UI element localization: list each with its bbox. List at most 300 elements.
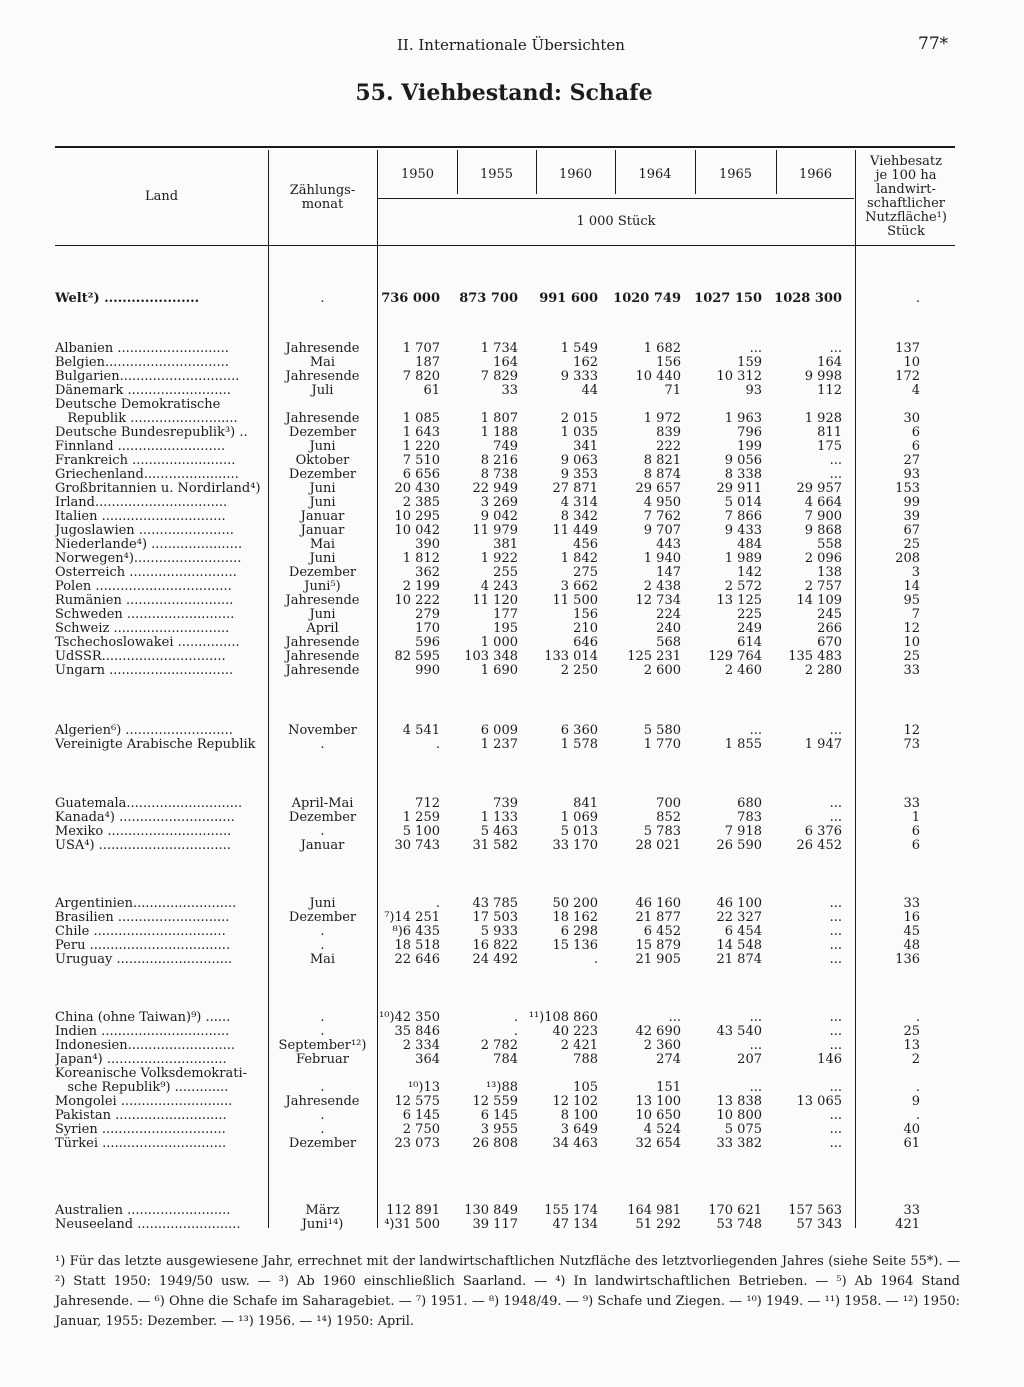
row-value-1955: 1 807 [480,411,518,426]
row-value-1950: 20 430 [394,481,440,496]
row-land: Australien ......................... [55,1204,231,1218]
row-land: Großbritannien u. Nordirland⁴) [55,482,261,496]
row-viehbesatz: 2 [911,1052,920,1067]
row-value-1964: 42 690 [635,1024,681,1039]
row-value-1966: ... [829,810,842,825]
row-value-1965: 796 [737,425,762,440]
row-value-1966: ... [829,910,842,925]
row-value-1955: 164 [493,355,518,370]
row-viehbesatz: 73 [903,737,920,752]
row-value-1964: 568 [656,635,681,650]
row-value-1964: 29 657 [635,481,681,496]
table-header-bottom-rule [55,245,955,246]
row-value-1955: 33 [501,383,518,398]
row-value-1964: 6 452 [643,924,681,939]
row-value-1966: 175 [817,439,842,454]
row-value-1950: 1 259 [402,810,440,825]
row-value-1960: 33 170 [552,838,598,853]
row-value-1955: . [513,1024,518,1039]
col-header-year: 1955 [479,167,514,182]
row-land: Peru .................................. [55,939,231,953]
row-value-1964: ... [668,1010,681,1025]
row-value-1965: ... [749,341,762,356]
row-land: Pakistan ........................... [55,1109,227,1123]
row-zaehlungsmonat: Dezember [288,565,357,580]
row-value-1964: 443 [656,537,681,552]
row-value-1964: 1 972 [643,411,681,426]
row-value-1966: ... [829,896,842,911]
row-zaehlungsmonat: . [320,824,325,839]
row-value-1960: 456 [573,537,598,552]
table-title-text: 55. Viehbestand: Schafe [355,80,653,106]
row-value-1960: 11 500 [552,593,598,608]
row-value-1965: 22 327 [716,910,762,925]
row-value-1955: 749 [493,439,518,454]
row-value-1955: 381 [493,537,518,552]
row-land: Syrien .............................. [55,1123,226,1137]
row-land: Neuseeland ......................... [55,1218,241,1232]
row-value-1950: 2 385 [402,495,440,510]
row-value-1964: 240 [656,621,681,636]
row-value-1964: 8 821 [643,453,681,468]
row-land: Österreich .......................... [55,566,237,580]
row-land: Kanada⁴) ............................ [55,811,235,825]
row-value-1950: 5 100 [402,824,440,839]
row-zaehlungsmonat: Dezember [288,467,357,482]
row-value-1955: 1 188 [480,425,518,440]
row-value-1950: . [435,896,440,911]
row-zaehlungsmonat: . [320,1122,325,1137]
row-zaehlungsmonat: Jahresende [285,649,360,664]
row-value-1955: 3 955 [480,1122,518,1137]
row-value-1964: 51 292 [635,1217,681,1232]
row-value-1965: 13 125 [716,593,762,608]
row-value-1965: 93 [745,383,762,398]
row-value-1950: 990 [415,663,440,678]
row-value-1950: 7 510 [402,453,440,468]
row-value-1964: 274 [656,1052,681,1067]
row-viehbesatz: 7 [911,607,920,622]
row-viehbesatz: . [915,1080,920,1095]
row-value-1966: 57 343 [796,1217,842,1232]
row-value-1966: 14 109 [796,593,842,608]
row-value-1955: 22 949 [472,481,518,496]
row-value-1965: 46 100 [716,896,762,911]
row-value-1960: 841 [573,796,598,811]
row-value-1955: 4 243 [480,579,518,594]
row-value-1955: 1 237 [480,737,518,752]
col-header-year: 1966 [798,167,833,182]
row-land: Mongolei ........................... [55,1095,233,1109]
row-value-1950: . [435,737,440,752]
row-zaehlungsmonat: Januar [300,523,345,538]
row-value-1965: 9 433 [724,523,762,538]
row-zaehlungsmonat: Januar [300,838,345,853]
row-value-1960: 3 662 [560,579,598,594]
row-value-1965: 484 [737,537,762,552]
row-value-1966: 6 376 [804,824,842,839]
row-zaehlungsmonat: Mai [309,952,336,967]
row-viehbesatz: 14 [903,579,920,594]
row-viehbesatz: 10 [903,355,920,370]
row-land: USA⁴) ................................ [55,839,231,853]
row-value-1950: 1 812 [402,551,440,566]
row-value-1955: 7 829 [480,369,518,384]
row-zaehlungsmonat: Dezember [288,1136,357,1151]
row-value-1966: 138 [817,565,842,580]
row-value-1964: 8 874 [643,467,681,482]
row-value-1950: 82 595 [394,649,440,664]
row-viehbesatz: 12 [903,723,920,738]
row-land: Schweiz ............................ [55,622,230,636]
row-value-1966: 164 [817,355,842,370]
row-viehbesatz: 27 [903,453,920,468]
col-header-year: 1950 [400,167,435,182]
row-value-1966: ... [829,723,842,738]
row-value-1960: 1 842 [560,551,598,566]
row-value-1965: 1027 150 [694,291,762,306]
row-value-1964: 1 682 [643,341,681,356]
row-value-1955: 39 117 [472,1217,518,1232]
row-zaehlungsmonat: Jahresende [285,411,360,426]
row-value-1960: 2 250 [560,663,598,678]
row-viehbesatz: 16 [903,910,920,925]
row-viehbesatz: 93 [903,467,920,482]
row-value-1955: 8 738 [480,467,518,482]
row-viehbesatz: 6 [911,425,920,440]
row-zaehlungsmonat: April [306,621,339,636]
row-value-1965: 5 014 [724,495,762,510]
row-viehbesatz: 45 [903,924,920,939]
row-land: Algerien⁶) .......................... [55,724,233,738]
row-land: UdSSR.............................. [55,650,226,664]
row-value-1950: 279 [415,607,440,622]
row-value-1955: 11 120 [472,593,518,608]
row-value-1960: 156 [573,607,598,622]
row-zaehlungsmonat: Juni¹⁴) [301,1217,344,1232]
row-viehbesatz: 3 [911,565,920,580]
row-value-1955: 784 [493,1052,518,1067]
row-value-1964: 2 438 [643,579,681,594]
unit-divider-rule [378,198,854,199]
row-value-1964: 10 650 [635,1108,681,1123]
row-land: Polen ................................. [55,580,232,594]
row-value-1964: 147 [656,565,681,580]
row-value-1966: 135 483 [788,649,842,664]
row-value-1950: 6 145 [402,1108,440,1123]
row-value-1966: 670 [817,635,842,650]
row-value-1964: 4 950 [643,495,681,510]
row-value-1950: 10 222 [394,593,440,608]
row-land: Welt²) ..................... [55,292,200,306]
row-value-1965: ... [749,1080,762,1095]
row-value-1966: 1 928 [804,411,842,426]
row-value-1955: 5 933 [480,924,518,939]
row-value-1960: 12 102 [552,1094,598,1109]
row-value-1960: 8 100 [560,1108,598,1123]
row-value-1960: 5 013 [560,824,598,839]
footnote-text: ¹) Für das letzte ausgewiesene Jahr, errechnet mit der landwirtschaftlichen Nutzfläche des letztvorliegenden Jahres (siehe Seite 55*). — ²) Statt 1950: 1949/50 usw. — ³) Ab 1960 einschließlich Saarland. — ⁴) In landwirtschaftlichen Betrieben. — ⁵) Ab 1964 Stand Jahresende. — ⁶) Ohne die Schafe im Saharagebiet. — ⁷) 1951. — ⁸) 1948/49. — ⁹) Schafe und Ziegen. — ¹⁰) 1949. — ¹¹) 1958. — ¹²) 1950: Januar, 1955: Dezember. — ¹³) 1956. — ¹⁴) 1950: April. [55,1254,960,1329]
row-zaehlungsmonat: Mai [309,355,336,370]
row-value-1965: ... [749,723,762,738]
column-rule [855,150,856,1228]
row-viehbesatz: 33 [903,796,920,811]
row-value-1966: ... [829,1080,842,1095]
row-value-1960: 1 578 [560,737,598,752]
table-title [0,80,1024,106]
row-land: Rumänien .......................... [55,594,234,608]
row-land: Vereinigte Arabische Republik [55,738,256,752]
row-zaehlungsmonat: Jahresende [285,341,360,356]
row-value-1966: ... [829,938,842,953]
row-value-1960: 50 200 [552,896,598,911]
row-value-1965: 13 838 [716,1094,762,1109]
row-value-1950: 22 646 [394,952,440,967]
row-value-1966: ... [829,952,842,967]
row-land: Finnland .......................... [55,440,226,454]
row-value-1955: 43 785 [472,896,518,911]
row-value-1964: 164 981 [627,1203,681,1218]
row-value-1955: 11 979 [472,523,518,538]
row-viehbesatz: 33 [903,896,920,911]
row-value-1965: 7 918 [724,824,762,839]
row-viehbesatz: 33 [903,663,920,678]
row-zaehlungsmonat: Jahresende [285,635,360,650]
row-value-1950: 2 334 [402,1038,440,1053]
row-value-1964: 700 [656,796,681,811]
row-value-1964: 151 [656,1080,681,1095]
row-value-1950: 112 891 [386,1203,440,1218]
row-value-1950: 2 199 [402,579,440,594]
row-value-1960: 47 134 [552,1217,598,1232]
row-viehbesatz: 95 [903,593,920,608]
row-value-1965: 53 748 [716,1217,762,1232]
row-value-1955: 739 [493,796,518,811]
row-viehbesatz: 33 [903,1203,920,1218]
row-value-1965: 680 [737,796,762,811]
row-viehbesatz: 67 [903,523,920,538]
row-value-1950: 1 643 [402,425,440,440]
row-value-1955: 1 133 [480,810,518,825]
row-value-1964: 2 360 [643,1038,681,1053]
row-value-1966: 266 [817,621,842,636]
row-land: Indien ............................... [55,1025,230,1039]
row-value-1966: 558 [817,537,842,552]
row-land: Ungarn .............................. [55,664,234,678]
row-zaehlungsmonat: Juni [309,896,336,911]
row-value-1964: 5 580 [643,723,681,738]
row-viehbesatz: 172 [895,369,920,384]
row-zaehlungsmonat: Juni⁵) [304,579,341,594]
row-value-1965: 2 572 [724,579,762,594]
row-zaehlungsmonat: Jahresende [285,369,360,384]
row-zaehlungsmonat: . [320,938,325,953]
row-value-1960: 3 649 [560,1122,598,1137]
row-value-1966: ... [829,1038,842,1053]
row-value-1955: ¹³)88 [485,1080,518,1095]
row-zaehlungsmonat: Juli [311,383,334,398]
row-value-1955: . [513,1010,518,1025]
row-value-1965: 14 548 [716,938,762,953]
row-value-1955: 6 009 [480,723,518,738]
row-value-1964: 12 734 [635,593,681,608]
row-zaehlungsmonat: Juni [309,551,336,566]
row-value-1966: 9 998 [804,369,842,384]
row-value-1964: 46 160 [635,896,681,911]
row-land: Niederlande⁴) ...................... [55,538,243,552]
row-value-1964: 28 021 [635,838,681,853]
row-value-1950: 712 [415,796,440,811]
row-zaehlungsmonat: Jahresende [285,593,360,608]
row-value-1964: 1020 749 [613,291,681,306]
row-value-1960: ¹¹)108 860 [528,1010,598,1025]
row-value-1964: 71 [664,383,681,398]
row-value-1966: 811 [817,425,842,440]
row-value-1966: ... [829,1108,842,1123]
row-value-1965: 10 800 [716,1108,762,1123]
row-land: Uruguay ............................ [55,953,233,967]
row-value-1950: ⁸)6 435 [392,924,440,939]
row-value-1960: 133 014 [544,649,598,664]
row-value-1955: 31 582 [472,838,518,853]
row-value-1965: 33 382 [716,1136,762,1151]
row-value-1964: 852 [656,810,681,825]
row-viehbesatz: 6 [911,824,920,839]
row-value-1966: 29 957 [796,481,842,496]
row-value-1966: ... [829,453,842,468]
row-value-1965: 5 075 [724,1122,762,1137]
row-value-1950: 390 [415,537,440,552]
row-value-1966: 13 065 [796,1094,842,1109]
row-zaehlungsmonat: Dezember [288,910,357,925]
row-value-1966: 2 096 [804,551,842,566]
row-value-1960: 341 [573,439,598,454]
row-value-1950: 18 518 [394,938,440,953]
row-viehbesatz: . [915,1010,920,1025]
row-value-1965: 199 [737,439,762,454]
row-viehbesatz: 25 [903,537,920,552]
row-value-1955: 2 782 [480,1038,518,1053]
row-land: Chile ................................ [55,925,226,939]
row-value-1964: 21 877 [635,910,681,925]
row-viehbesatz: 99 [903,495,920,510]
row-value-1965: 1 989 [724,551,762,566]
row-value-1960: 210 [573,621,598,636]
row-viehbesatz: 4 [911,383,920,398]
row-value-1955: 24 492 [472,952,518,967]
row-value-1966: 146 [817,1052,842,1067]
row-value-1965: 159 [737,355,762,370]
row-value-1950: 2 750 [402,1122,440,1137]
row-value-1965: 249 [737,621,762,636]
row-value-1960: 788 [573,1052,598,1067]
row-land: Frankreich ......................... [55,454,236,468]
row-value-1964: 1 770 [643,737,681,752]
row-land: sche Republik⁹) ............. [55,1081,229,1095]
row-value-1965: 1 963 [724,411,762,426]
row-value-1964: 13 100 [635,1094,681,1109]
row-land: Belgien.............................. [55,356,229,370]
row-zaehlungsmonat: April-Mai [291,796,354,811]
row-zaehlungsmonat: Juni [309,481,336,496]
row-value-1960: 8 342 [560,509,598,524]
row-value-1950: 187 [415,355,440,370]
row-land: Republik .......................... [55,412,238,426]
row-value-1966: 1 947 [804,737,842,752]
row-value-1966: 7 900 [804,509,842,524]
row-value-1960: 9 353 [560,467,598,482]
row-zaehlungsmonat: Juni [309,439,336,454]
row-value-1950: ¹⁰)13 [407,1080,440,1095]
row-zaehlungsmonat: . [320,1024,325,1039]
row-value-1955: 8 216 [480,453,518,468]
row-zaehlungsmonat: . [320,924,325,939]
row-value-1964: 156 [656,355,681,370]
row-value-1964: 125 231 [627,649,681,664]
row-value-1950: 30 743 [394,838,440,853]
row-value-1965: 1 855 [724,737,762,752]
row-value-1950: 170 [415,621,440,636]
col-header-land: Land [144,189,179,204]
row-value-1960: 105 [573,1080,598,1095]
row-value-1950: 1 085 [402,411,440,426]
row-value-1950: 61 [423,383,440,398]
row-value-1964: 224 [656,607,681,622]
row-value-1955: 873 700 [459,291,518,306]
row-value-1966: 9 868 [804,523,842,538]
row-value-1950: 364 [415,1052,440,1067]
row-value-1966: 2 280 [804,663,842,678]
row-land: Griechenland....................... [55,468,239,482]
row-land: Deutsche Demokratische [55,398,221,412]
row-viehbesatz: 10 [903,635,920,650]
row-zaehlungsmonat: Jahresende [285,663,360,678]
row-viehbesatz: 12 [903,621,920,636]
row-value-1955: 3 269 [480,495,518,510]
row-value-1960: 11 449 [552,523,598,538]
row-value-1965: 129 764 [708,649,762,664]
row-value-1965: 6 454 [724,924,762,939]
row-value-1950: 1 220 [402,439,440,454]
row-viehbesatz: 30 [903,411,920,426]
row-land: Guatemala............................ [55,797,243,811]
row-value-1965: 29 911 [716,481,762,496]
row-value-1955: 1 734 [480,341,518,356]
row-land: Tschechoslowakei ............... [55,636,240,650]
row-value-1960: 6 298 [560,924,598,939]
row-value-1966: 4 664 [804,495,842,510]
row-land: Irland................................ [55,496,228,510]
row-value-1965: 783 [737,810,762,825]
row-value-1960: 9 333 [560,369,598,384]
row-value-1950: 4 541 [402,723,440,738]
row-value-1960: 9 063 [560,453,598,468]
row-value-1950: ⁷)14 251 [384,910,440,925]
row-viehbesatz: 25 [903,1024,920,1039]
row-viehbesatz: 61 [903,1136,920,1151]
row-value-1950: 6 656 [402,467,440,482]
col-header-viehbesatz: Viehbesatz je 100 ha landwirt- schaftlicher Nutzfläche¹) Stück [865,154,947,239]
row-viehbesatz: 137 [895,341,920,356]
row-value-1950: 10 295 [394,509,440,524]
row-value-1960: 646 [573,635,598,650]
row-land: Türkei .............................. [55,1137,227,1151]
row-zaehlungsmonat: Mai [309,537,336,552]
row-value-1960: 27 871 [552,481,598,496]
row-zaehlungsmonat: Januar [300,509,345,524]
row-value-1955: 16 822 [472,938,518,953]
row-zaehlungsmonat: September¹²) [278,1038,367,1053]
